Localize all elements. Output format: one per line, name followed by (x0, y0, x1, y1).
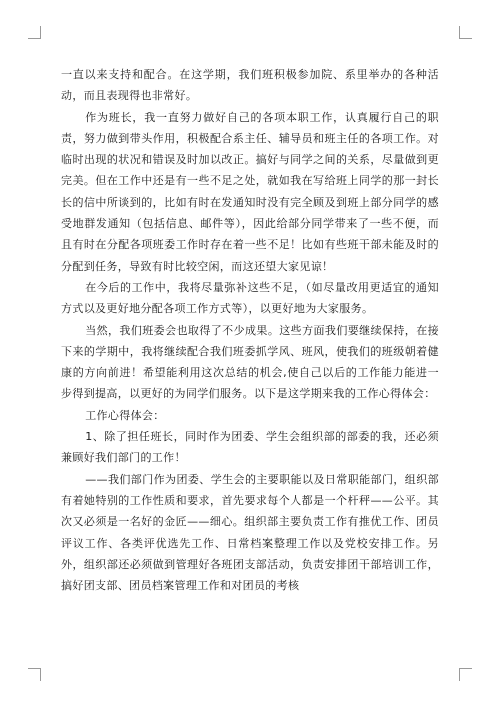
document-body (61, 64, 439, 596)
paragraph-experience-heading: 工作心得体会： (85, 408, 165, 422)
crop-mark-bottom-left (28, 668, 41, 681)
paragraph-achievements: 当然，我们班委会也取得了不少成果。这些方面我们要继续保持，在接下来的学期中，我将继续配合我们班委抓学风、班风，使我们的班级朝着健康的方向前进！希望能利用这次总结的机会,使自己以后的工作能力能进一步得到提高，以更好的为同学们服务。以下是这学期来我的工作心得体会： (61, 323, 439, 401)
crop-mark-bottom-right (459, 668, 472, 681)
paragraph-monitor-duties: 作为班长，我一直努力做好自己的各项本职工作，认真履行自己的职责，努力做到带头作用，积极配合系主任、辅导员和班主任的各项工作。对临时出现的状况和错误及时加以改正。搞好与同学之间的关系，尽量做到更完美。但在工作中还是有一些不足之处，就如我在写给班上同学的那一封长长的信中所谈到的，比如有时在发通知时没有完全顾及到班上部分同学的感受地群发通知（包括信息、邮件等），因此给部分同学带来了一些不便，而且有时在分配各项班委工作时存在着一些不足！比如有些班干部未能及时的分配到任务，导致有时比较空闲，而这还望大家见谅！ (61, 110, 439, 273)
crop-mark-top-right (459, 26, 472, 39)
paragraph-future-work: 在今后的工作中，我将尽量弥补这些不足，（如尽量改用更适宜的通知方式以及更好地分配各项工作方式等），以更好地为大家服务。 (61, 280, 439, 316)
paragraph-organization-dept: ——我们部门作为团委、学生会的主要职能以及日常职能部门，组织部有着她特别的工作性质和要求，首先要求每个人都是一个杆秤——公平。其次又必须是一名好的金匠——细心。组织部主要负责工作有推优工作、团员评议工作、各类评优选先工作、日常档案整理工作以及党校安排工作。另外，组织部还必须做到管理好各班团支部活动，负责安排团干部培训工作，搞好团支部、团员档案管理工作和对团员的考核 (61, 472, 439, 593)
paragraph-continuation: 一直以来支持和配合。在这学期，我们班积极参加院、系里举办的各种活动，而且表现得也非常好。 (61, 68, 439, 103)
paragraph-item-1: 1、除了担任班长，同时作为团委、学生会组织部的部委的我，还必须兼顾好我们部门的工作！ (61, 430, 439, 465)
crop-mark-top-left (28, 26, 41, 39)
